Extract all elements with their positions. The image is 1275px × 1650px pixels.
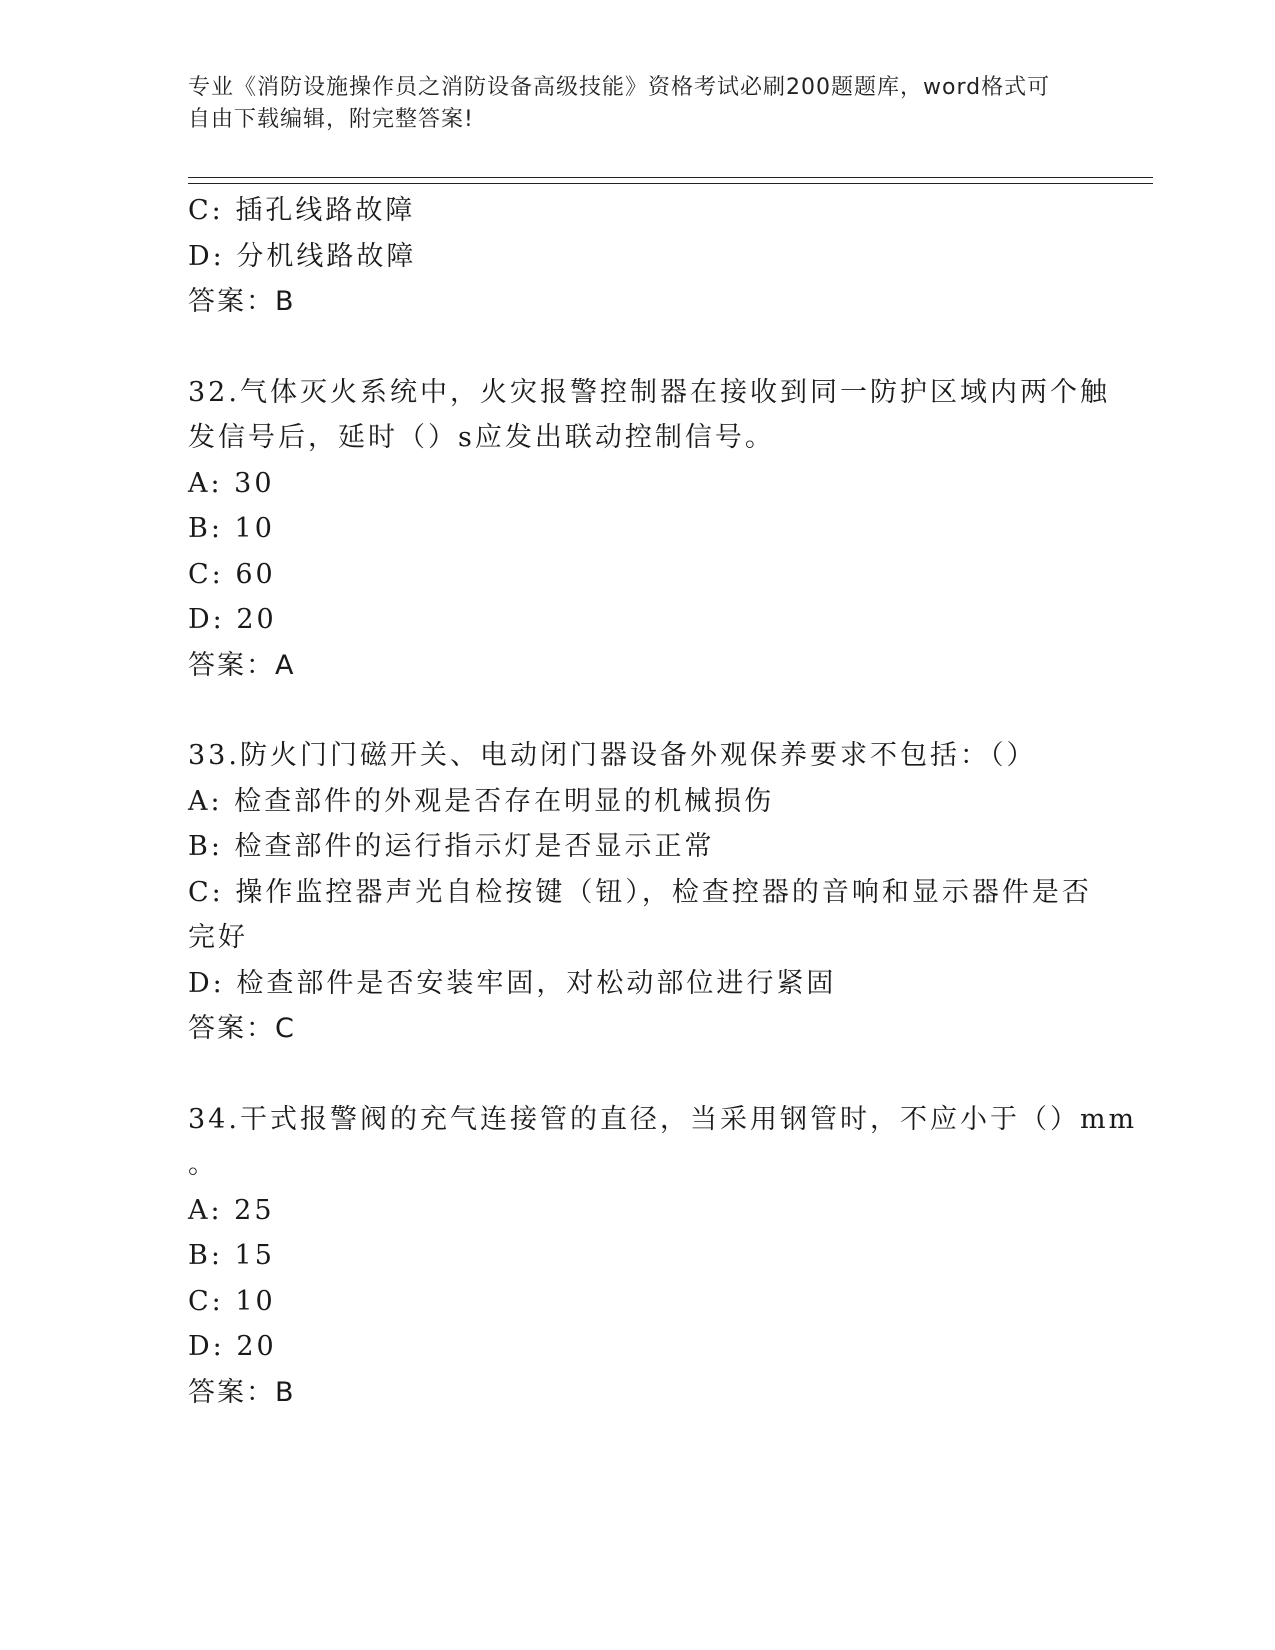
question-stem: 33.防火门门磁开关、电动闭门器设备外观保养要求不包括：（） [188, 740, 1037, 771]
option-d: D: 20 [188, 1331, 277, 1362]
option-b: B: 15 [188, 1240, 275, 1271]
question-stem: 34.干式报警阀的充气连接管的直径，当采用钢管时，不应小于（）mm [188, 1103, 1138, 1135]
option-d: D: 检查部件是否安装牢固，对松动部位进行紧固 [188, 967, 837, 999]
option-a: A: 检查部件的外观是否存在明显的机械损伤 [188, 785, 775, 817]
question-stem-cont: 。 [188, 1149, 218, 1180]
document-header: 专业《消防设施操作员之消防设备高级技能》资格考试必刷200题题库，word格式可自由下载编辑，附完整答案! [188, 75, 1051, 132]
option-c: C: 插孔线路故障 [188, 195, 416, 226]
option-c: C: 10 [188, 1285, 276, 1317]
answer-line: 答案：B [188, 286, 296, 317]
answer-line: 答案：B [188, 1376, 296, 1408]
option-b: B: 检查部件的运行指示灯是否显示正常 [188, 831, 715, 862]
question-33 [188, 733, 1092, 1052]
option-c: C: 操作监控器声光自检按键（钮），检查控器的音响和显示器件是否 [188, 876, 1092, 908]
question-content [188, 188, 1138, 1415]
question-stem-cont: 发信号后，延时（）s应发出联动控制信号。 [188, 422, 775, 453]
option-a: A: 25 [188, 1194, 275, 1226]
option-a: A: 30 [188, 467, 275, 499]
header-divider-top [188, 177, 1153, 178]
question-32 [188, 370, 1110, 689]
answer-line: 答案：A [188, 649, 296, 681]
question-stem: 32.气体灭火系统中，火灾报警控制器在接收到同一防护区域内两个触 [188, 376, 1110, 408]
answer-line: 答案：C [188, 1013, 296, 1044]
option-c: C: 60 [188, 558, 276, 590]
question-34 [188, 1097, 1138, 1416]
option-d: D: 20 [188, 604, 277, 635]
option-c-cont: 完好 [188, 922, 248, 953]
option-b: B: 10 [188, 513, 275, 544]
header-divider-bottom [188, 183, 1153, 184]
carryover-question [188, 188, 1088, 325]
option-d: D: 分机线路故障 [188, 240, 417, 272]
